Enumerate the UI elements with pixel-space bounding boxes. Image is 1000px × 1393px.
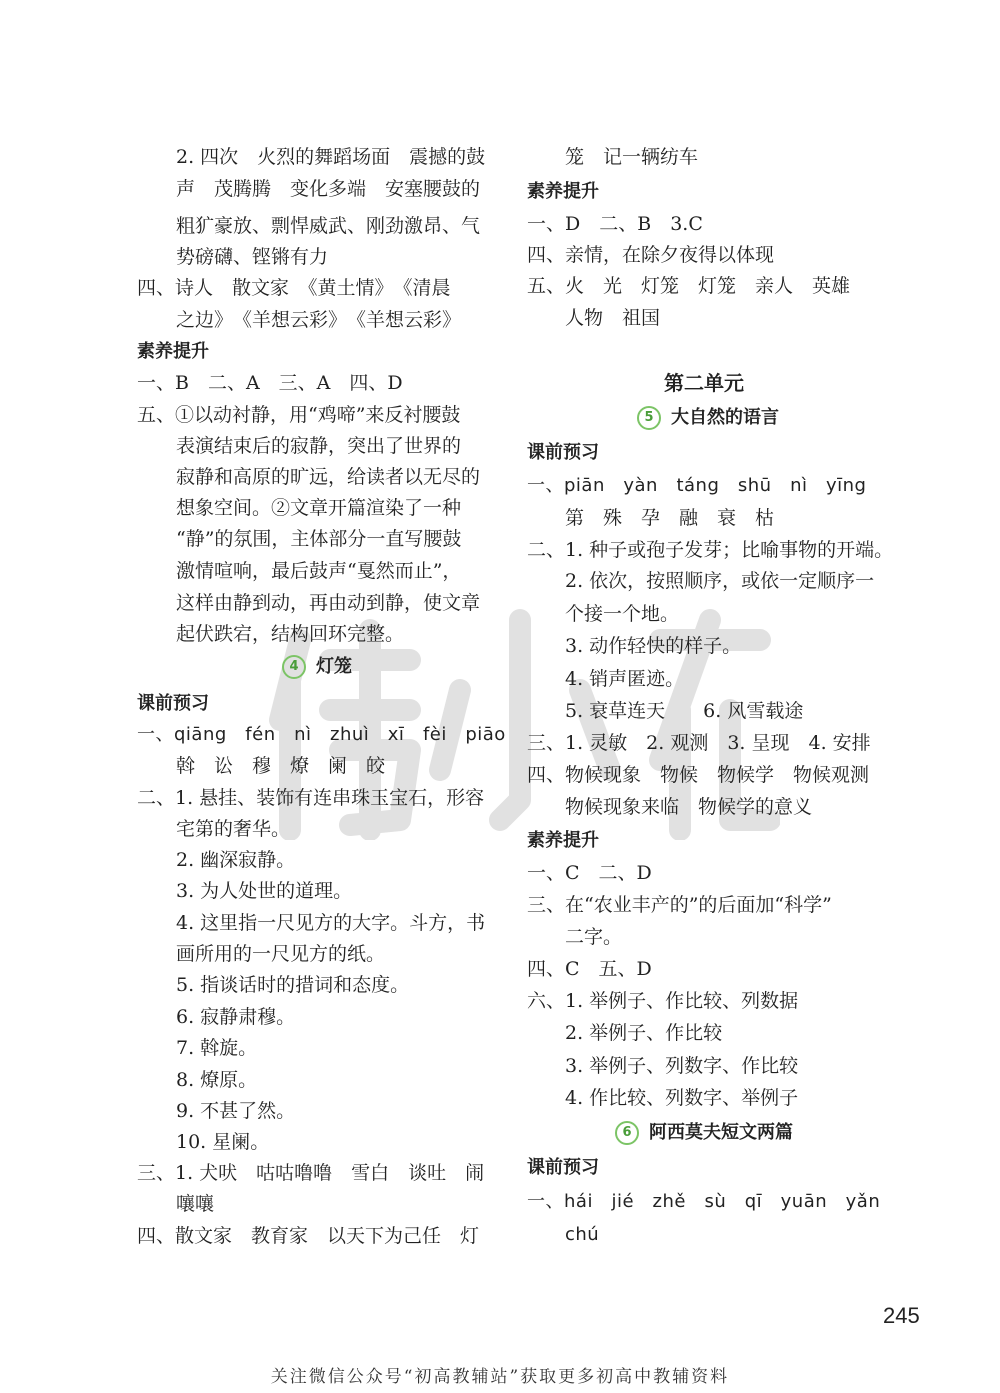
answer-line: 3. 动作轻快的样子。: [565, 635, 742, 657]
lesson-title: 大自然的语言: [671, 407, 779, 428]
answer-line: 2. 四次 火烈的舞蹈场面 震撼的鼓: [176, 146, 486, 168]
answer-line: 9. 不甚了然。: [176, 1100, 296, 1122]
answer-line: 四、物候现象 物候 物候学 物候观测: [527, 764, 870, 786]
answer-line: 六、1. 举例子、作比较、列数据: [527, 990, 799, 1012]
answer-line: 表演结束后的寂静，突出了世界的: [176, 435, 462, 457]
answer-line: 四、诗人 散文家 《黄土情》 《清晨: [137, 277, 451, 299]
answer-line: 寂静和高原的旷远，给读者以无尽的: [176, 466, 481, 488]
answer-line: 10. 星阑。: [176, 1131, 270, 1153]
answer-line: 8. 燎原。: [176, 1069, 258, 1091]
answer-line: 三、1. 犬吠 咕咕噜噜 雪白 谈吐 闹: [137, 1162, 485, 1184]
answer-line: 四、C 五、D: [527, 958, 652, 980]
answer-line: 起伏跌宕，结构回环完整。: [176, 623, 405, 645]
answer-line: 一、B 二、A 三、A 四、D: [137, 372, 403, 394]
answer-line: 5. 衰草连天 6. 风雪载途: [565, 700, 804, 722]
answer-line: 之边》 《羊想云彩》 《羊想云彩》: [176, 309, 462, 331]
answer-line: 二、1. 种子或孢子发芽；比喻事物的开端。: [527, 539, 894, 561]
answer-line: 五、火 光 灯笼 灯笼 亲人 英雄: [527, 275, 851, 297]
pinyin-line: 一、piān yàn táng shū nì yīng: [527, 475, 867, 496]
pinyin-line: 一、hái jié zhě sù qī yuān yǎn: [527, 1191, 881, 1212]
answer-line: 一、C 二、D: [527, 862, 652, 884]
answer-line: 人物 祖国: [565, 307, 661, 329]
lesson-title-lantern: [282, 651, 352, 683]
lesson-title: 灯笼: [316, 656, 352, 677]
section-heading: 课前预习: [527, 1157, 599, 1178]
answer-line: 6. 寂静肃穆。: [176, 1006, 296, 1028]
answer-line: 2. 幽深寂静。: [176, 849, 296, 871]
lesson-title-asimov: [615, 1117, 793, 1149]
answer-line: 斡 讼 穆 燎 阑 皎: [176, 755, 386, 777]
answer-line: 声 茂腾腾 变化多端 安塞腰鼓的: [176, 178, 481, 200]
answer-line: 物候现象来临 物候学的意义: [565, 796, 813, 818]
answer-line: 4. 作比较、列数字、举例子: [565, 1087, 799, 1109]
unit-title: 第二单元: [664, 371, 744, 395]
page-number: 245: [883, 1303, 920, 1328]
answer-line: 粗犷豪放、剽悍威武、刚劲激昂、气: [176, 215, 481, 237]
lesson-number-badge: 6: [615, 1121, 639, 1145]
lesson-number-badge: 5: [637, 406, 661, 430]
pinyin-line: 一、qiāng fén nì zhuì xī fèi piāo: [137, 724, 506, 745]
answer-line: 想象空间。②文章开篇渲染了一种: [176, 497, 462, 519]
answer-line: 这样由静到动，再由动到静，使文章: [176, 592, 481, 614]
answer-line: 2. 依次，按照顺序，或依一定顺序一: [565, 570, 875, 592]
pinyin-line: chú: [565, 1224, 600, 1245]
answer-line: 嚷嚷: [176, 1193, 215, 1215]
lesson-title: 阿西莫夫短文两篇: [649, 1122, 793, 1143]
answer-line: 4. 销声匿迹。: [565, 668, 685, 690]
footer-notice: 关注微信公众号“初高教辅站”获取更多初高中教辅资料: [270, 1367, 730, 1387]
answer-line: 2. 举例子、作比较: [565, 1022, 723, 1044]
section-heading: 课前预习: [137, 693, 209, 714]
answer-line: 宅第的奢华。: [176, 818, 291, 840]
answer-line: 3. 为人处世的道理。: [176, 880, 353, 902]
section-heading: 课前预习: [527, 442, 599, 463]
answer-line: 一、D 二、B 3.C: [527, 213, 703, 235]
answer-line: 激情喧响，最后鼓声“戛然而止”，: [176, 560, 462, 582]
answer-line: 笼 记一辆纺车: [565, 146, 699, 168]
section-heading: 素养提升: [527, 181, 599, 202]
answer-line: 四、亲情，在除夕夜得以体现: [527, 244, 775, 266]
lesson-title-nature-language: [637, 402, 779, 434]
answer-line: 五、①以动衬静，用“鸡啼”来反衬腰鼓: [137, 404, 461, 426]
answer-line: 4. 这里指一尺见方的大字。斗方，书: [176, 912, 486, 934]
answer-line: 个接一个地。: [565, 603, 680, 625]
answer-line: 第 殊 孕 融 衰 枯: [565, 507, 775, 529]
answer-line: 画所用的一尺见方的纸。: [176, 943, 386, 965]
answer-line: “静”的氛围，主体部分一直写腰鼓: [176, 528, 462, 550]
answer-line: 三、在“农业丰产的”的后面加“科学”: [527, 894, 832, 916]
lesson-number-badge: 4: [282, 655, 306, 679]
answer-line: 5. 指谈话时的措词和态度。: [176, 974, 410, 996]
answer-line: 四、散文家 教育家 以天下为己任 灯: [137, 1225, 480, 1247]
answer-line: 7. 斡旋。: [176, 1037, 258, 1059]
section-heading: 素养提升: [527, 830, 599, 851]
answer-line: 势磅礴、铿锵有力: [176, 246, 329, 268]
answer-line: 三、1. 灵敏 2. 观测 3. 呈现 4. 安排: [527, 732, 871, 754]
answer-line: 二、1. 悬挂、装饰有连串珠玉宝石，形容: [137, 787, 485, 809]
answer-line: 3. 举例子、列数字、作比较: [565, 1055, 799, 1077]
section-heading: 素养提升: [137, 341, 209, 362]
answer-line: 二字。: [565, 926, 623, 948]
